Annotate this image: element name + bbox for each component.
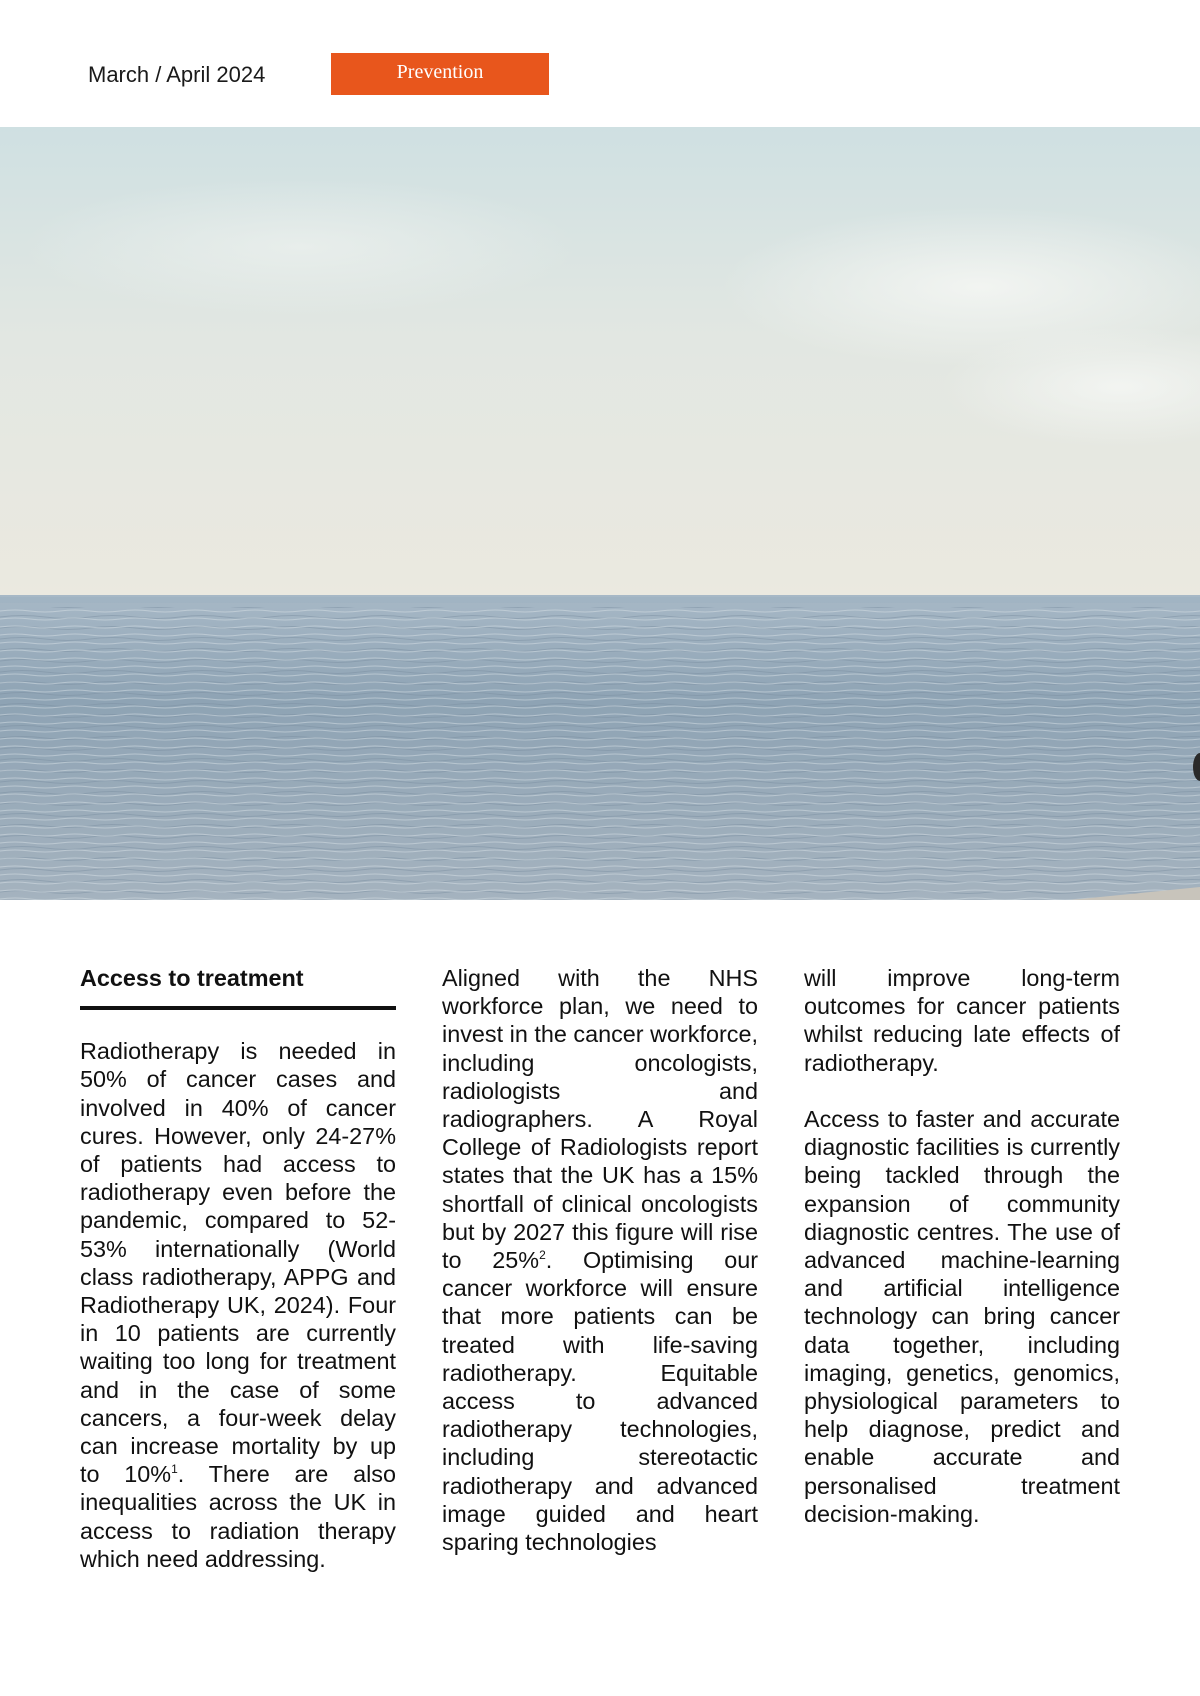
section-badge: Prevention [331,53,549,95]
heading-divider [80,1006,396,1010]
sea-horizon-photo-icon [0,127,1200,900]
article-column-2 [442,964,758,1556]
article-paragraph [80,1037,396,1573]
article-heading: Access to treatment [80,965,304,991]
article-column-3 [804,964,1120,1528]
article-paragraph: Access to faster and accurate diagnostic facilities is currently being tackled through the expansion of community diagnostic centres. The use of advanced machine-learning and artificial intelligence technology can bring cancer data together, including imaging, genetics, genomics, physiological parameters to help diagnose, predict and enable accurate and personalised treatment decision-making. [804,1106,1120,1527]
paragraph-text: . Optimising our cancer workforce will ensure that more patients can be treated with life-saving radiotherapy. Equitable access to advanced radiotherapy technologies, including stereotactic radiotherapy and advanced image guided and heart sparing technologies [442,1247,758,1556]
issue-date: March / April 2024 [88,62,266,87]
footnote-marker: 1 [171,1462,178,1477]
article-column-1 [80,964,396,1573]
paragraph-text: . There are also inequalities across the UK in access to radiation therapy which need addressing. [80,1461,396,1572]
page-header [0,0,1200,127]
paragraph-text: Radiotherapy is needed in 50% of cancer cases and involved in 40% of cancer cures. However, only 24-27% of patients had access to radiotherapy even before the pandemic, compared to 52-53% internationally (World class radiotherapy, APPG and Radiotherapy UK, 2024). Four in 10 patients are currently waiting too long for treatment and in the case of some cancers, a four-week delay can increase mortality by up to 10% [80,1038,396,1488]
paragraph-text: Aligned with the NHS workforce plan, we need to invest in the cancer workforce, including oncologists, radiologists and radiographers. A Royal College of Radiologists report states that the UK has a 15% shortfall of clinical oncologists but by 2027 this figure will rise to 25% [442,965,758,1274]
article-paragraph: will improve long-term outcomes for cancer patients whilst reducing late effects of radiotherapy. [804,965,1120,1076]
article-paragraph [442,964,758,1556]
footnote-marker: 2 [539,1248,546,1263]
hero-photo [0,127,1200,900]
